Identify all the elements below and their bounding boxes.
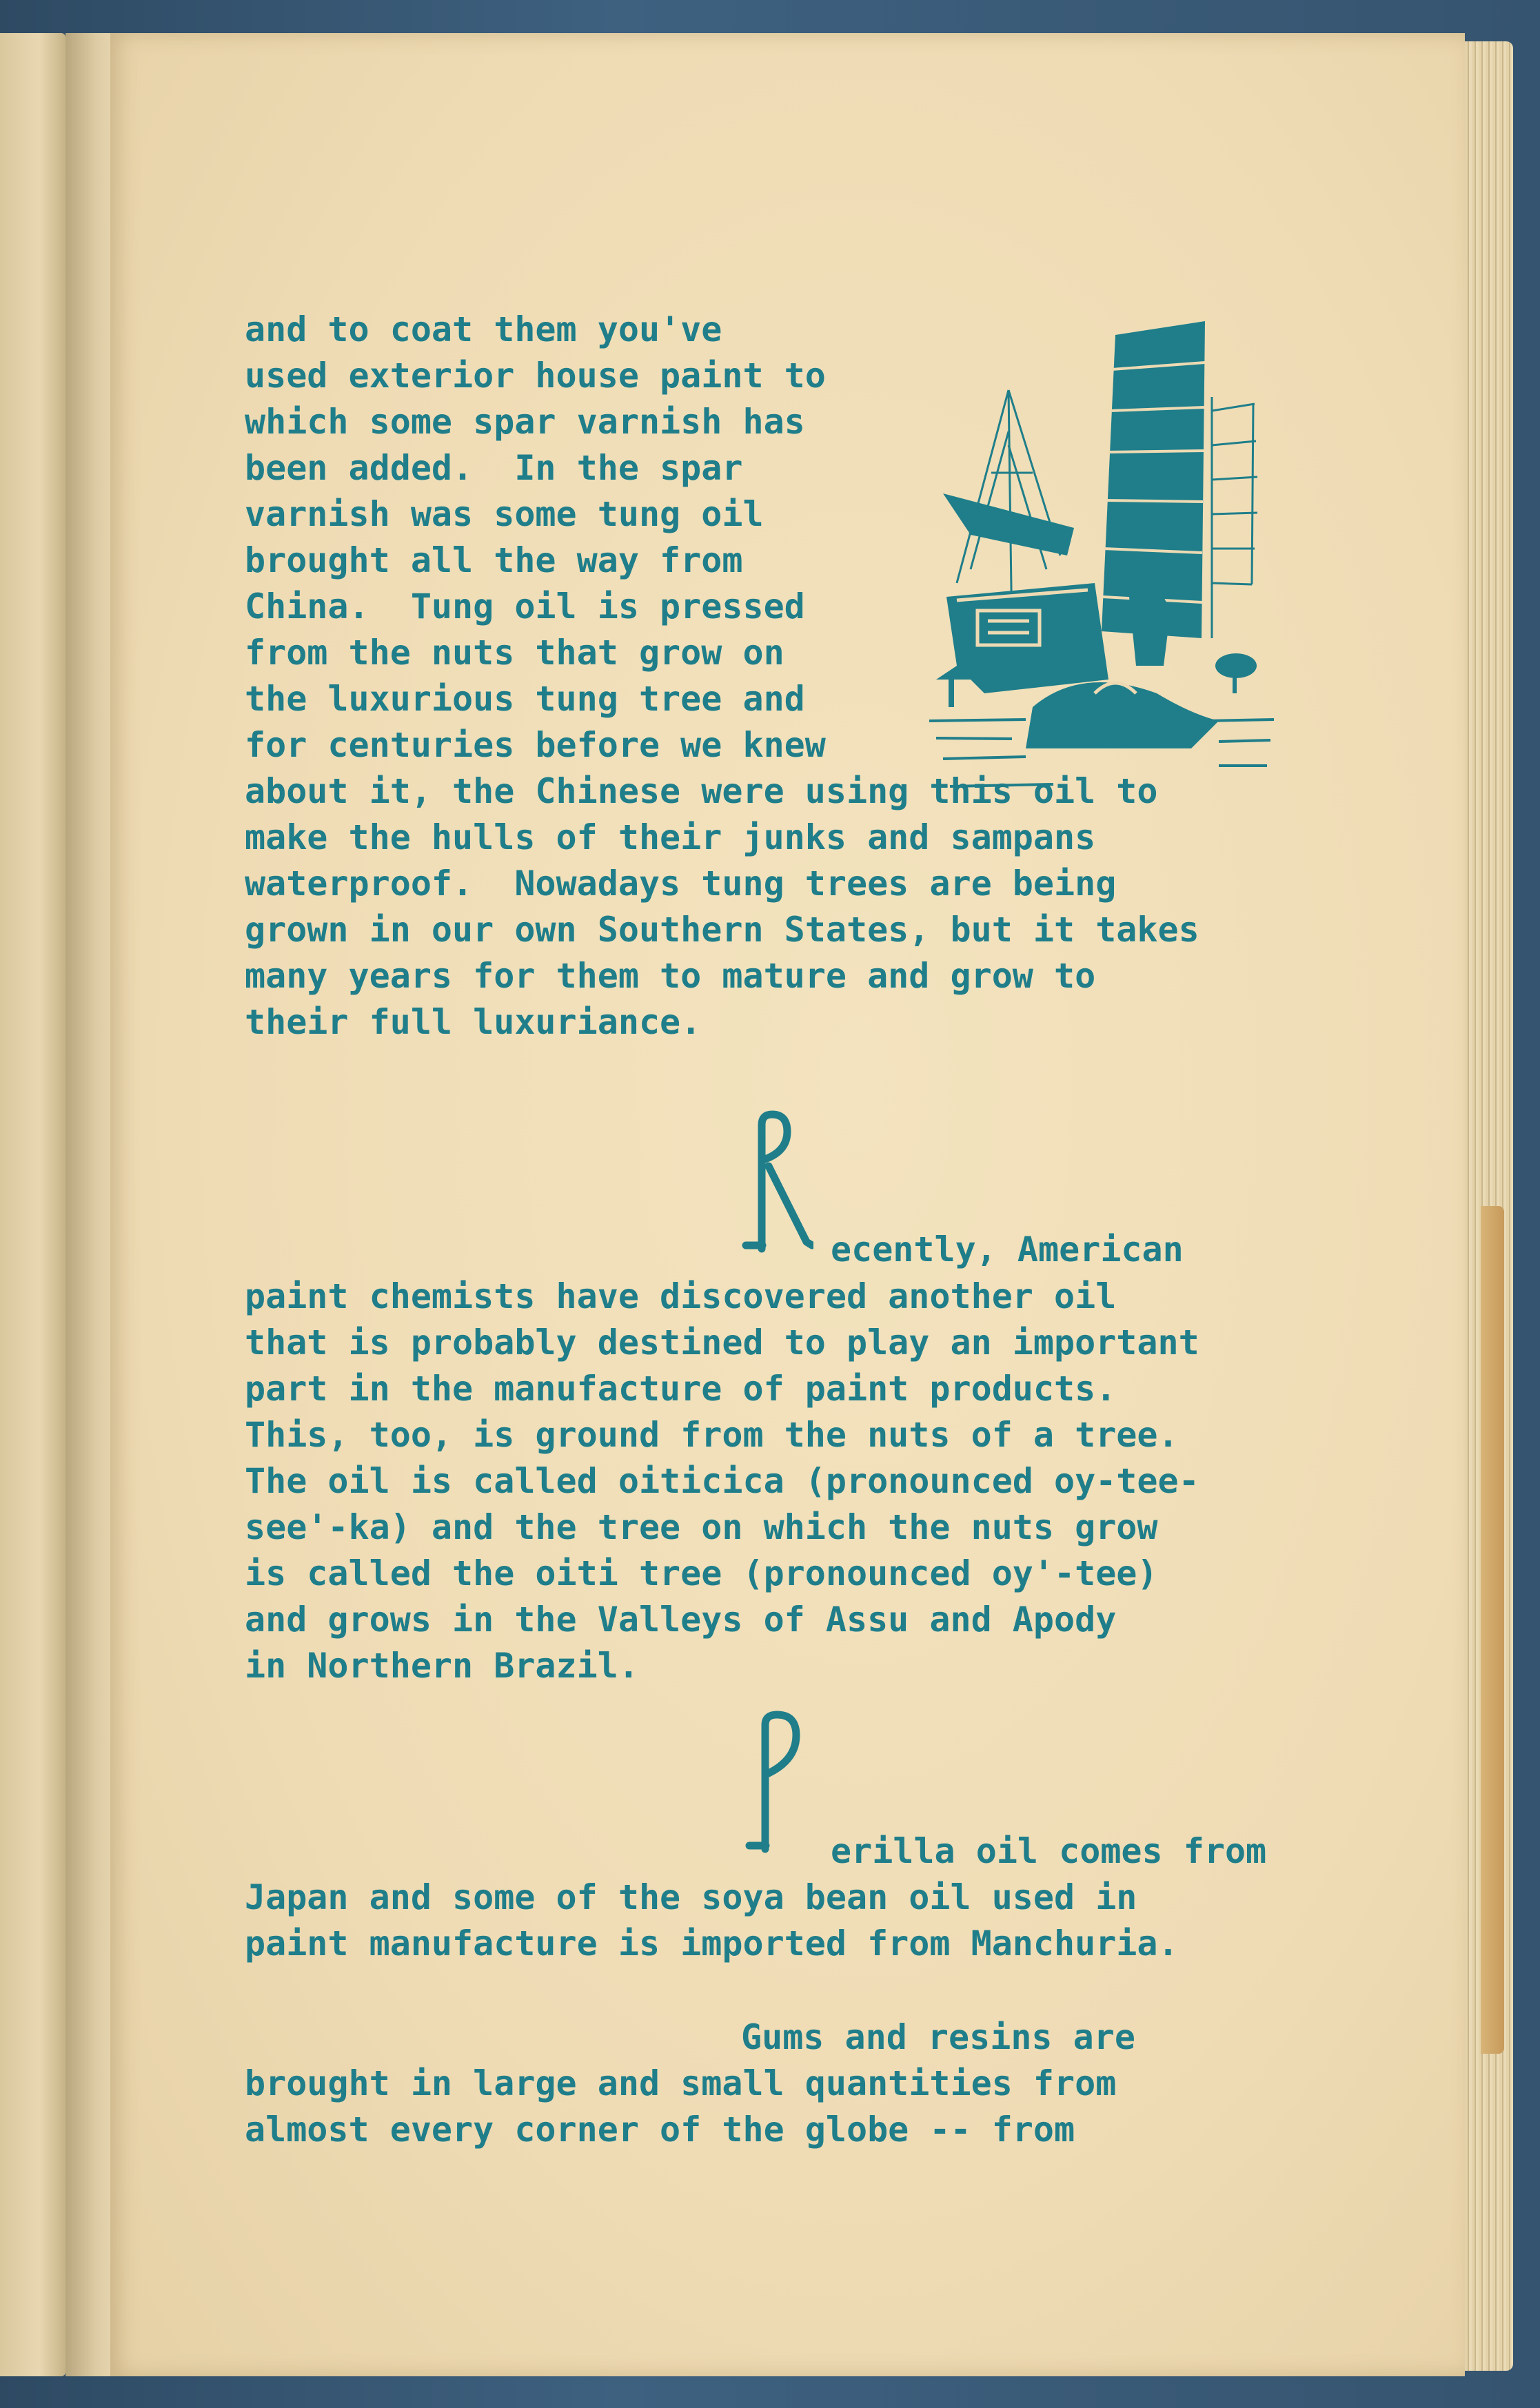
text-line: used exterior house paint to [245,356,826,396]
text-line: Japan and some of the soya bean oil used in [245,1877,1137,1917]
text-line: which some spar varnish has [245,402,805,442]
text-line: The oil is called oiticica (pronounced oy-tee- [245,1461,1199,1501]
drop-cap-p-icon [741,1704,817,1863]
text-line: This, too, is ground from the nuts of a tree. [245,1415,1179,1455]
text-line: erilla oil comes from [831,1831,1267,1871]
text-line: from the nuts that grow on [245,633,784,673]
text-line: is called the oiti tree (pronounced oy'-tee) [245,1553,1158,1593]
text-line: for centuries before we knew [245,725,826,765]
text-line: in Northern Brazil. [245,1646,639,1686]
text-line: China. Tung oil is pressed [245,586,805,626]
drop-cap-r-icon [738,1104,813,1263]
text-line: many years for them to mature and grow to [245,956,1096,996]
text-line: that is probably destined to play an important [245,1323,1199,1363]
book-page [110,33,1465,2376]
text-line: Gums and resins are [741,2017,1135,2057]
text-line: ecently, American [831,1229,1184,1269]
text-line: waterproof. Nowadays tung trees are being [245,864,1117,904]
text-line: part in the manufacture of paint products. [245,1369,1117,1409]
text-line: almost every corner of the globe -- from [245,2110,1075,2150]
text-line: see'-ka) and the tree on which the nuts grow [245,1507,1158,1547]
text-line: about it, the Chinese were using this oil to [245,771,1158,811]
text-line: paint chemists have discovered another oil [245,1276,1117,1316]
text-line: make the hulls of their junks and sampans [245,817,1096,857]
text-line: and to coat them you've [245,309,722,349]
text-line: been added. In the spar [245,448,743,488]
text-line: their full luxuriance. [245,1002,702,1042]
page-tab [1481,1206,1504,2054]
text-line: paint manufacture is imported from Manchuria. [245,1924,1179,1963]
text-line: grown in our own Southern States, but it takes [245,910,1199,950]
text-line: and grows in the Valleys of Assu and Apody [245,1600,1117,1640]
text-line: brought in large and small quantities from [245,2063,1117,2103]
text-line: varnish was some tung oil [245,494,764,534]
chinese-junk-illustration [929,307,1274,790]
text-line: the luxurious tung tree and [245,679,805,719]
left-page-edge [0,33,65,2376]
text-line: brought all the way from [245,540,743,580]
